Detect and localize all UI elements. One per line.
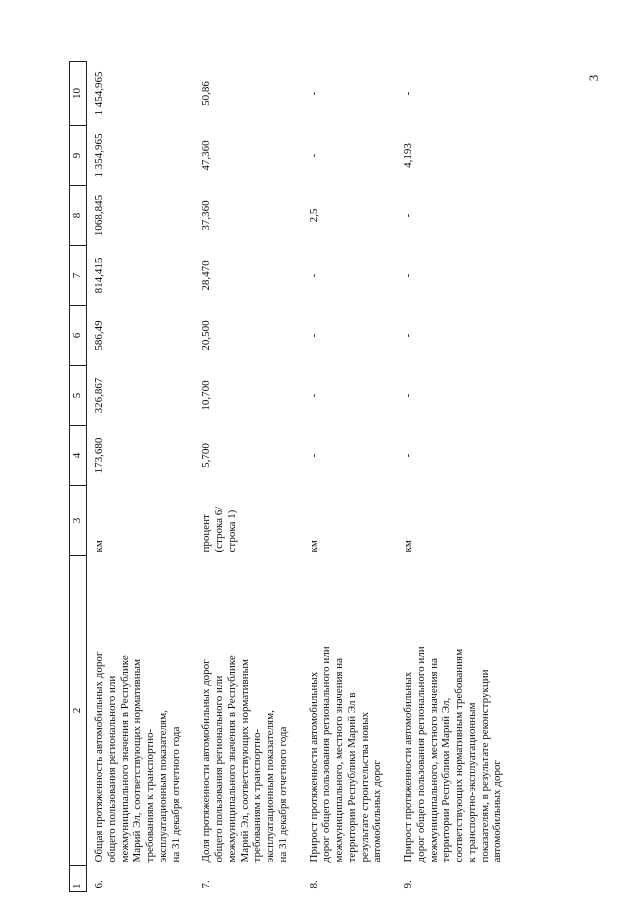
value-cell: 50,86 bbox=[200, 81, 213, 106]
column-number: 7 bbox=[70, 246, 87, 306]
indicator-name-line: Прирост протяженности автомобильных bbox=[402, 671, 414, 863]
value-cell: - bbox=[307, 393, 320, 398]
value-cell: 4,193 bbox=[402, 143, 414, 168]
value-cell: 1 454,965 bbox=[93, 71, 105, 116]
indicator-name-line: требованиям к транспортно- bbox=[251, 728, 264, 863]
value-cell: - bbox=[402, 333, 414, 338]
column-number: 8 bbox=[70, 186, 87, 246]
value-cell: 586,49 bbox=[93, 320, 105, 351]
indicator-name-line: общего пользования регионального или bbox=[213, 675, 225, 863]
unit: км bbox=[402, 540, 414, 553]
indicator-name-line: эксплуатационным показателям, bbox=[264, 710, 276, 863]
table-row bbox=[87, 62, 195, 892]
indicators-table bbox=[69, 61, 516, 892]
value-cell: 20,500 bbox=[200, 320, 213, 351]
value-cell: 1068,845 bbox=[93, 194, 105, 237]
indicator-name-line: на 31 декабря отчетного года bbox=[169, 726, 182, 863]
indicator-name-line: межмуниципального, местного значения на bbox=[333, 657, 345, 863]
value-cell: - bbox=[307, 333, 320, 338]
indicator-name-line: Марий Эл, соответствующих нормативным bbox=[238, 659, 251, 863]
value-cell: 814,415 bbox=[93, 257, 105, 294]
indicator-name-line: межмуниципального значения в Республике bbox=[118, 655, 131, 863]
indicator-name-line: результате строительства новых bbox=[358, 712, 371, 863]
value-cell: - bbox=[307, 153, 320, 158]
column-number: 3 bbox=[70, 486, 87, 556]
row-number: 8. bbox=[307, 880, 320, 889]
unit: км bbox=[307, 540, 320, 553]
table-row bbox=[194, 62, 301, 892]
value-cell: - bbox=[402, 273, 414, 278]
indicator-name-line: на 31 декабря отчетного года bbox=[276, 726, 289, 863]
indicator-name-line: дорог общего пользования регионального или bbox=[320, 646, 333, 863]
value-cell: 5,700 bbox=[200, 443, 213, 468]
indicator-name-line: Доля протяженности автомобильных дорог bbox=[200, 659, 213, 863]
indicator-name-line: межмуниципального значения в Республике bbox=[225, 655, 238, 863]
column-number: 6 bbox=[70, 306, 87, 366]
value-cell: 1 354,965 bbox=[93, 133, 105, 178]
value-cell: 10,700 bbox=[200, 380, 213, 411]
unit: процент (строка 6/ строка 1) bbox=[200, 506, 238, 553]
value-cell: - bbox=[307, 453, 320, 458]
indicator-name bbox=[87, 556, 195, 866]
indicator-name-line: автомобильных дорог bbox=[491, 760, 504, 863]
unit: км bbox=[93, 540, 105, 553]
indicator-name bbox=[396, 556, 516, 866]
value-cell: - bbox=[402, 213, 414, 218]
indicator-name bbox=[194, 556, 301, 866]
table-row bbox=[302, 62, 397, 892]
column-number: 5 bbox=[70, 366, 87, 426]
column-number-row bbox=[70, 62, 87, 892]
indicator-name-line: к транспортно-эксплуатационным bbox=[465, 702, 478, 863]
value-cell: 37,360 bbox=[200, 200, 213, 231]
page-number: 3 bbox=[586, 74, 601, 82]
indicator-name-line: показателям, в результате реконструкции bbox=[478, 669, 491, 863]
row-number: 6. bbox=[93, 880, 105, 889]
value-cell: - bbox=[402, 393, 414, 398]
column-number: 2 bbox=[70, 556, 87, 866]
value-cell: 47,360 bbox=[200, 140, 213, 171]
row-number: 7. bbox=[200, 880, 213, 889]
column-number: 1 bbox=[70, 866, 87, 892]
column-number: 9 bbox=[70, 126, 87, 186]
value-cell: 28,470 bbox=[200, 260, 213, 291]
indicator-name-line: требованиям к транспортно- bbox=[144, 728, 156, 863]
value-cell: 173,680 bbox=[93, 437, 105, 474]
indicator-name-line: Прирост протяженности автомобильных bbox=[307, 671, 320, 863]
indicator-name-line: автомобильных дорог bbox=[371, 760, 384, 863]
indicator-name-line: Общая протяженность автомобильных дорог bbox=[93, 651, 105, 863]
indicator-name-line: территории Республики Марий Эл, bbox=[440, 697, 453, 863]
value-cell: 326,867 bbox=[93, 377, 105, 414]
indicator-name bbox=[302, 556, 397, 866]
value-cell: - bbox=[307, 273, 320, 278]
table-header bbox=[70, 62, 87, 892]
rotated-page-content bbox=[69, 62, 569, 892]
value-cell: - bbox=[402, 453, 414, 458]
indicator-name-line: дорог общего пользования регионального или bbox=[414, 646, 427, 863]
indicator-name-line: соответствующих нормативным требованиям bbox=[453, 648, 465, 863]
indicator-name-line: территории Республики Марий Эл в bbox=[345, 692, 358, 863]
value-cell: - bbox=[307, 91, 320, 96]
indicator-name-line: эксплуатационным показателям, bbox=[156, 710, 169, 863]
value-cell: - bbox=[402, 91, 414, 96]
column-number: 4 bbox=[70, 426, 87, 486]
indicator-name-line: Марий Эл, соответствующих нормативным bbox=[131, 659, 144, 863]
table-row bbox=[396, 62, 516, 892]
indicator-name-line: межмуниципального, местного значения на bbox=[427, 657, 440, 863]
value-cell: 2,5 bbox=[307, 208, 320, 223]
indicator-name-line: общего пользования регионального или bbox=[105, 675, 118, 863]
row-number: 9. bbox=[402, 880, 414, 889]
column-number: 10 bbox=[70, 62, 87, 126]
